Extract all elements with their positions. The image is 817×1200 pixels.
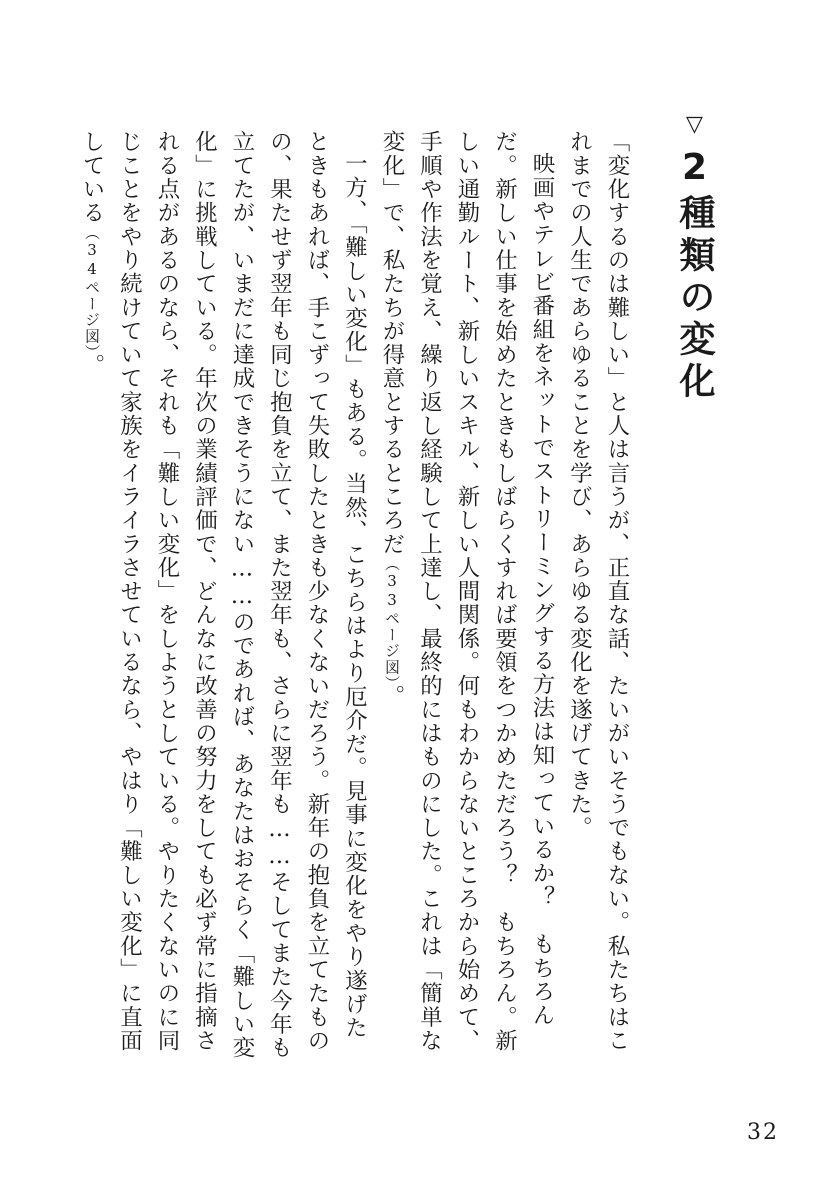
paragraph-text: 「変化するのは難しい」と人は言うが、正直な話、たいがいそうでもない。私たちはこれまでの人生であらゆることを学び、あらゆる変化を遂げてきた。 (566, 130, 630, 1053)
paragraph-text: 映画やテレビ番組をネットでストリーミングする方法は知っているか？ もちろんだ。新しい仕事を始めたときもしばらくすれば要領をつかめただろう？ もちろん。新しい通勤ルート、新しいスキル、新しい人間関係。何もわからないところから始めて、手順や作法を覚え、繰り返し経験して上達し、最終的にはものにした。これは「簡単な変化」で、私たちが得意とするところだ (379, 130, 555, 1053)
page-number: 32 (747, 1120, 779, 1145)
figure-reference: （33ページ図） (383, 555, 401, 685)
paragraph (560, 130, 635, 1060)
triangle-marker-icon: ▽ (682, 112, 707, 143)
figure-reference: （34ページ図） (83, 224, 101, 354)
paragraph-text: 。 (79, 353, 105, 377)
paragraph (373, 130, 561, 1060)
paragraph-text: 一方、「難しい変化」もある。当然、こちらはより厄介だ。見事に変化をやり遂げたときもあれば、手こずって失敗したときも少なくないだろう。新年の抱負を立てたものの、果たせず翌年も同じ抱負を立て、また翌年も、さらに翌年も……そしてまた今年も立てたが、いまだに達成できそうにない……のであれば、あなたはおそらく「難しい変化」に挑戦している。年次の業績評価で、どんなに改善の努力をしても必ず常に指摘される点があるのなら、それも「難しい変化」をしようとしている。やりたくないのに同じことをやり続けていて家族をイライラさせているなら、やはり「難しい変化」に直面している (79, 130, 368, 1060)
section-title: 2種類の変化 (674, 147, 715, 404)
paragraph-text: 。 (379, 684, 405, 708)
section-heading (672, 112, 716, 404)
paragraph (73, 130, 373, 1060)
body-text (73, 130, 636, 1060)
